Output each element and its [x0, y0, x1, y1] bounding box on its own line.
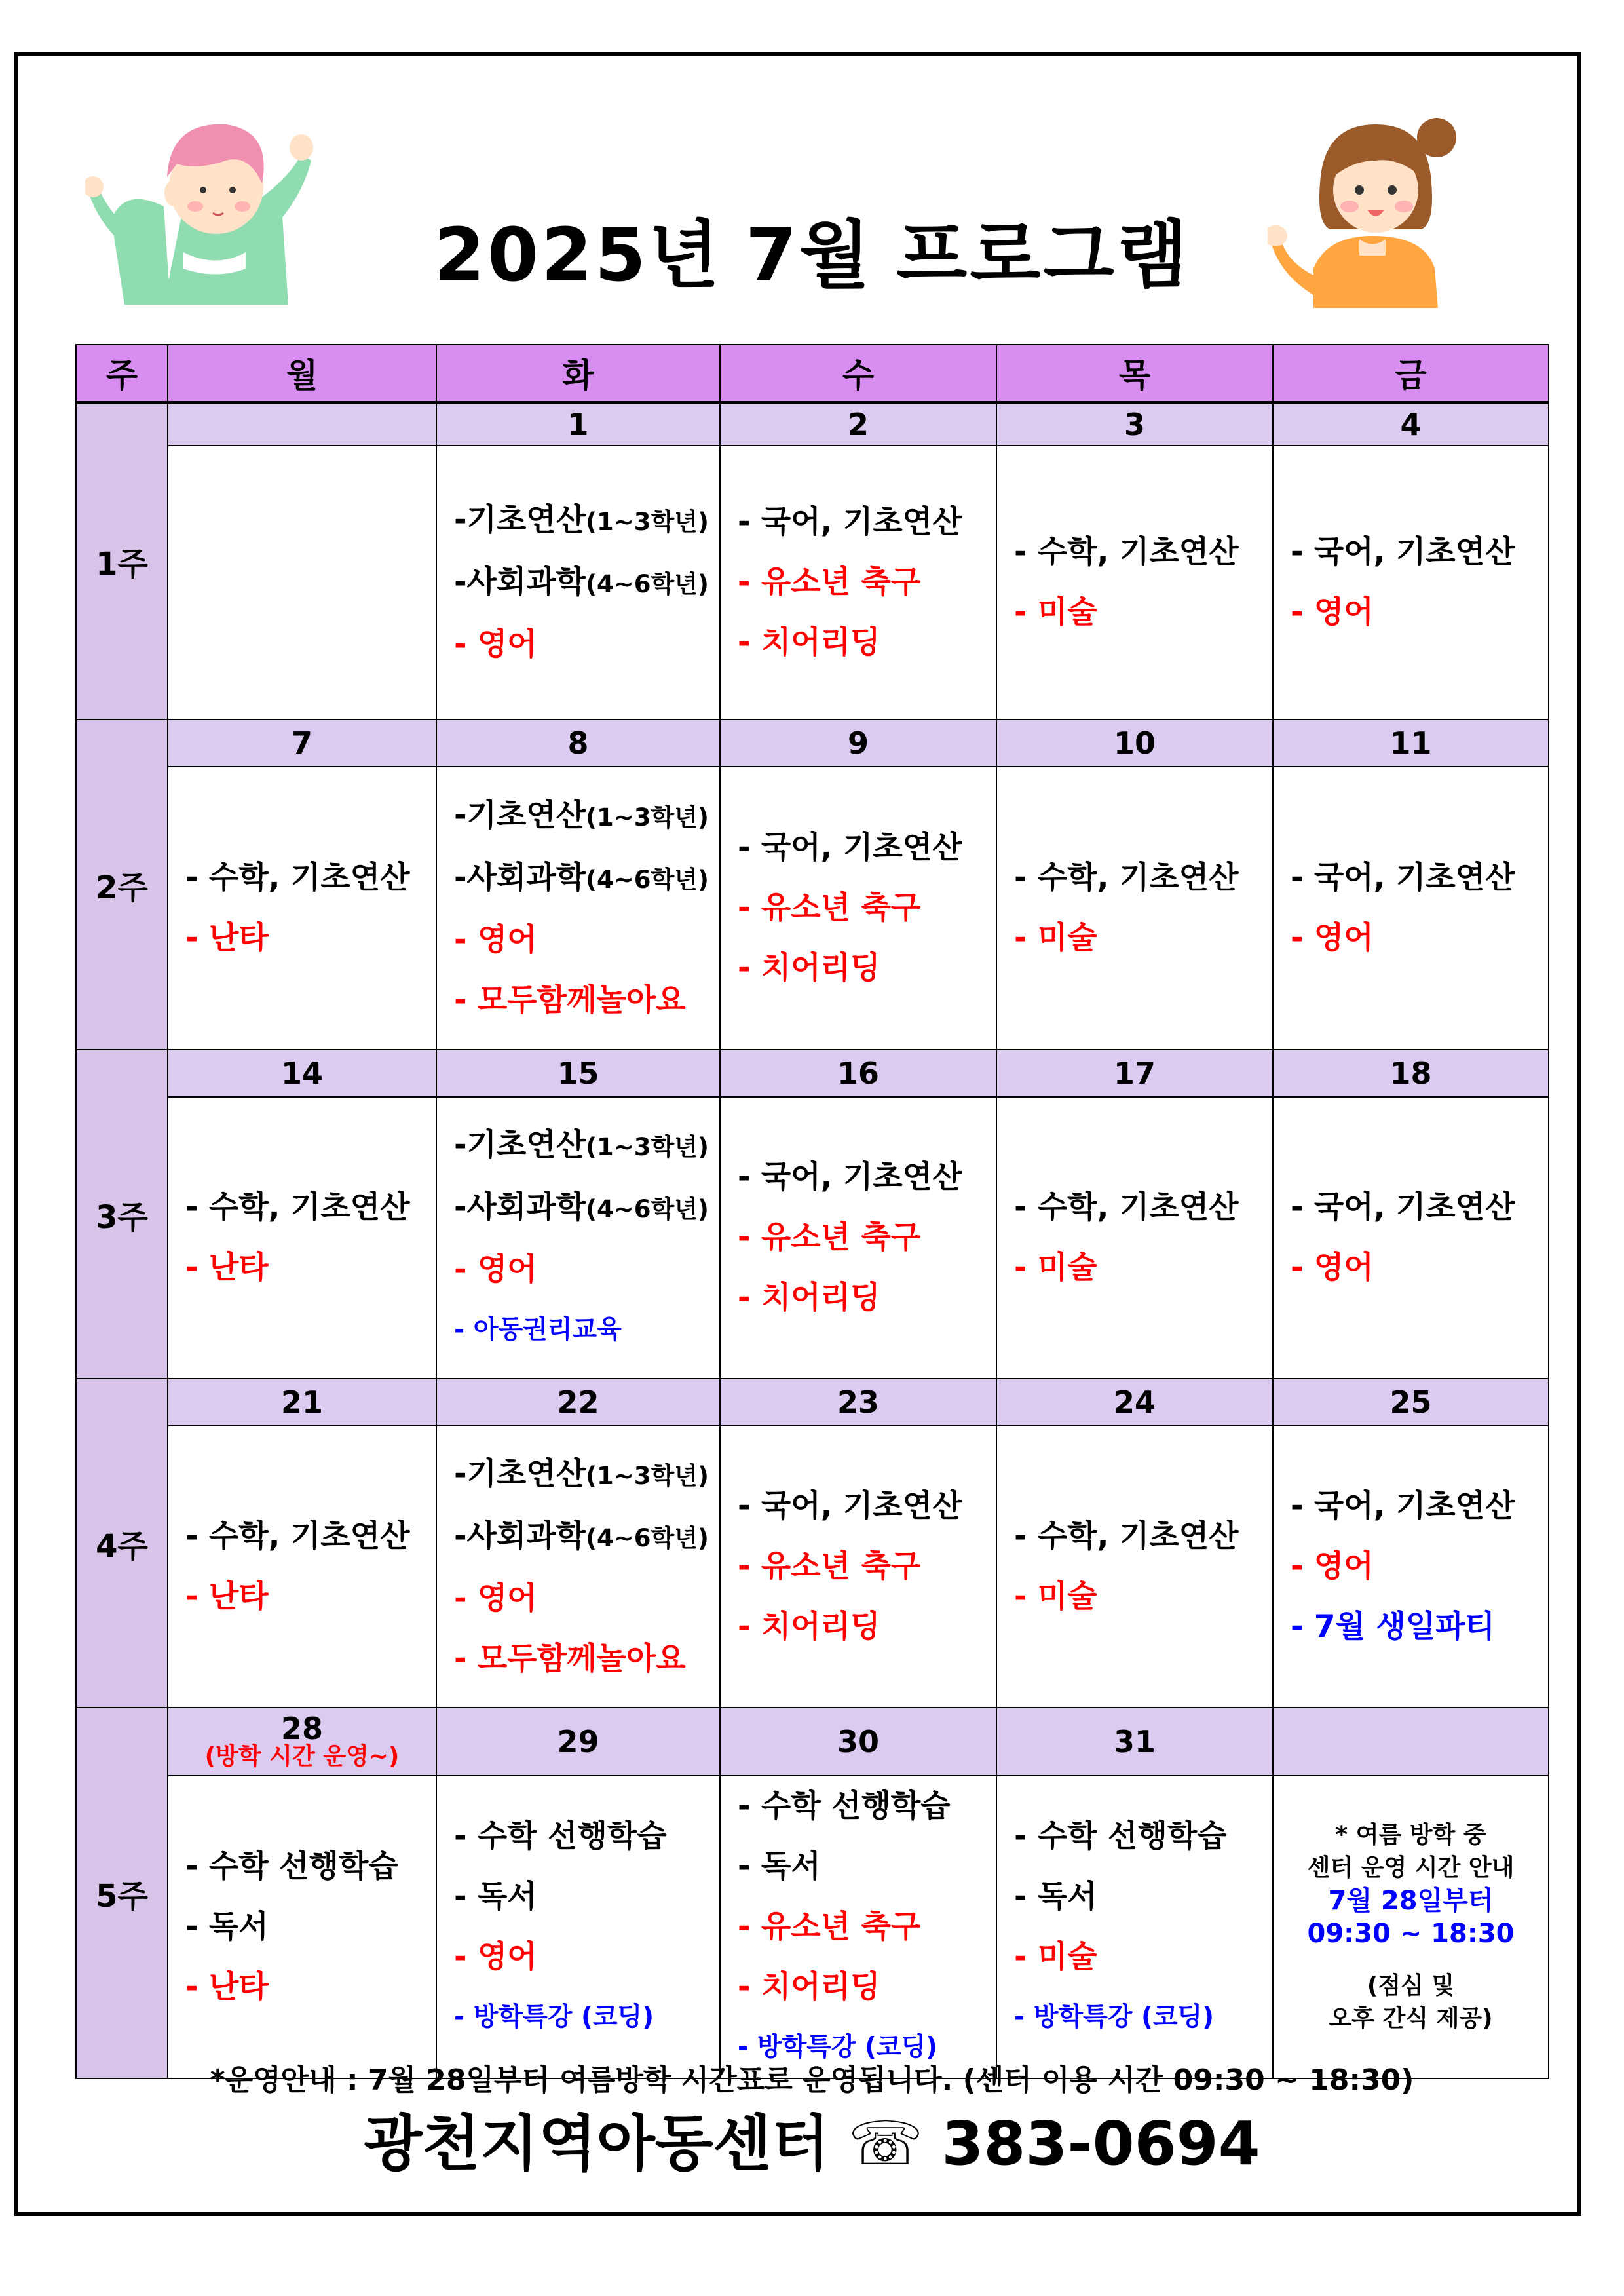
grade-range: (4~6학년)	[586, 866, 709, 894]
program-name: - 영어	[454, 922, 537, 958]
program-name: - 난타	[185, 1578, 269, 1615]
program-item	[454, 490, 719, 552]
program-item	[454, 1987, 719, 2048]
program-item	[1014, 1238, 1272, 1298]
date-cell	[436, 1379, 720, 1426]
program-item	[1014, 583, 1272, 643]
date-cell	[436, 719, 720, 767]
grade-range: (1~3학년)	[586, 803, 709, 832]
week-label: 4주	[76, 1379, 168, 1708]
program-name: - 영어	[454, 1252, 537, 1288]
program-name: - 수학, 기초연산	[185, 1189, 410, 1225]
program-item	[1014, 848, 1272, 908]
program-name: - 독서	[1014, 1879, 1097, 1915]
program-item	[454, 1807, 719, 1867]
program-item	[185, 1837, 436, 1897]
program-name: - 치어리딩	[738, 1609, 880, 1645]
program-name: -기초연산	[454, 1456, 586, 1492]
program-item	[454, 1444, 719, 1506]
program-item	[1291, 1238, 1548, 1298]
program-name: - 수학, 기초연산	[1014, 1518, 1239, 1554]
program-name: - 치어리딩	[738, 950, 880, 986]
date-number: 15	[557, 1056, 599, 1091]
program-item	[1014, 1987, 1272, 2048]
program-name: - 미술	[1014, 1250, 1097, 1286]
program-name: -사회과학	[454, 860, 586, 896]
program-name: - 방학특강 (코딩)	[1014, 2002, 1215, 2032]
date-cell	[720, 719, 996, 767]
date-cell	[720, 402, 996, 446]
date-cell	[720, 1708, 996, 1776]
program-name: -기초연산	[454, 502, 586, 538]
date-row	[76, 1708, 1549, 1776]
program-item	[1014, 1567, 1272, 1627]
program-item	[1014, 1177, 1272, 1238]
program-name: -사회과학	[454, 1518, 586, 1554]
program-cell	[168, 1426, 436, 1708]
program-item	[454, 1177, 719, 1240]
grade-range: (4~6학년)	[586, 1195, 709, 1223]
program-name: - 유소년 축구	[738, 890, 921, 926]
date-cell	[436, 402, 720, 446]
program-item	[738, 938, 996, 999]
program-name: - 난타	[185, 1250, 269, 1286]
date-cell	[168, 1050, 436, 1097]
program-name: - 유소년 축구	[738, 1219, 921, 1255]
program-item	[454, 1506, 719, 1569]
program-item	[738, 552, 996, 613]
program-item	[1291, 522, 1548, 583]
program-item	[1014, 1867, 1272, 1927]
program-item	[738, 1957, 996, 2018]
program-name: - 수학 선행학습	[454, 1818, 667, 1854]
program-cell	[996, 767, 1273, 1050]
program-item	[454, 1867, 719, 1927]
date-number: 21	[280, 1385, 323, 1420]
program-name: - 수학, 기초연산	[1014, 534, 1239, 570]
date-number: 29	[557, 1724, 599, 1759]
grade-range: (1~3학년)	[586, 1462, 709, 1490]
program-name: - 수학 선행학습	[185, 1848, 398, 1885]
date-cell	[436, 1050, 720, 1097]
date-cell	[168, 1379, 436, 1426]
program-name: - 미술	[1014, 594, 1097, 630]
program-cell	[1273, 1426, 1549, 1708]
program-name: - 국어, 기초연산	[1291, 1488, 1515, 1524]
program-item	[454, 552, 719, 615]
program-name: - 미술	[1014, 920, 1097, 956]
program-name: - 수학, 기초연산	[1014, 1189, 1239, 1225]
date-cell	[1273, 1050, 1549, 1097]
program-row	[76, 1776, 1549, 2078]
program-cell	[720, 1776, 996, 2078]
program-item	[185, 1506, 436, 1567]
program-item	[738, 1147, 996, 1208]
program-item	[738, 1597, 996, 1657]
program-name: - 독서	[454, 1879, 537, 1915]
program-item	[738, 1837, 996, 1897]
program-name: -사회과학	[454, 564, 586, 600]
center-phone: 383-0694	[941, 2109, 1260, 2179]
date-note: (방학 시간 운영~)	[204, 1743, 400, 1770]
program-cell	[168, 767, 436, 1050]
center-contact	[0, 2095, 1624, 2182]
date-row	[76, 402, 1549, 446]
date-number: 16	[837, 1056, 879, 1091]
program-item	[1291, 848, 1548, 908]
program-item	[738, 492, 996, 552]
program-name: -기초연산	[454, 1127, 586, 1163]
program-cell	[1273, 446, 1549, 719]
date-cell	[996, 402, 1273, 446]
program-name: - 방학특강 (코딩)	[454, 2002, 654, 2032]
program-name: - 영어	[454, 1939, 537, 1975]
program-name: - 영어	[454, 1580, 537, 1617]
program-item	[738, 1476, 996, 1537]
program-item	[185, 1897, 436, 1957]
program-item	[1291, 1597, 1548, 1657]
date-row	[76, 1050, 1549, 1097]
program-item	[1014, 522, 1272, 583]
program-item	[738, 1268, 996, 1328]
notice-line: 7월 28일부터	[1328, 1886, 1494, 1916]
program-cell	[436, 1426, 720, 1708]
program-name: - 국어, 기초연산	[738, 504, 962, 540]
date-number: 28	[280, 1711, 323, 1746]
program-item	[454, 786, 719, 848]
program-item	[1291, 1537, 1548, 1597]
date-cell	[168, 402, 436, 446]
program-name: - 수학 선행학습	[738, 1788, 951, 1824]
program-name: - 영어	[1291, 594, 1374, 630]
program-item	[1291, 1177, 1548, 1238]
date-cell	[720, 1379, 996, 1426]
program-row	[76, 1426, 1549, 1708]
date-number: 10	[1113, 725, 1156, 761]
schedule-table	[75, 344, 1549, 2079]
program-item	[738, 1537, 996, 1597]
program-item	[1291, 583, 1548, 643]
program-item	[454, 970, 719, 1031]
grade-range: (4~6학년)	[586, 1524, 709, 1552]
date-cell	[168, 719, 436, 767]
program-item	[185, 1567, 436, 1627]
program-cell	[996, 1097, 1273, 1379]
week-label: 1주	[76, 402, 168, 719]
program-item	[454, 848, 719, 910]
program-item	[1014, 1927, 1272, 1987]
center-name: 광천지역아동센터	[364, 2109, 830, 2179]
week-label: 3주	[76, 1050, 168, 1379]
program-cell	[168, 1776, 436, 2078]
date-number: 8	[567, 725, 589, 761]
notice-line: 센터 운영 시간 안내	[1307, 1854, 1515, 1881]
date-cell	[1273, 1708, 1549, 1776]
grade-range: (1~3학년)	[586, 508, 709, 536]
program-name: -사회과학	[454, 1189, 586, 1225]
program-item	[738, 818, 996, 878]
date-cell	[1273, 402, 1549, 446]
program-name: - 영어	[1291, 920, 1374, 956]
program-cell	[996, 1776, 1273, 2078]
date-number: 3	[1124, 406, 1145, 442]
program-item	[454, 1569, 719, 1629]
date-number: 9	[847, 725, 869, 761]
date-cell	[720, 1050, 996, 1097]
title-year: 2025년	[434, 213, 722, 298]
program-cell	[720, 767, 996, 1050]
program-item	[454, 615, 719, 675]
date-cell	[168, 1708, 436, 1776]
date-number: 11	[1389, 725, 1432, 761]
header-fri: 금	[1273, 345, 1549, 402]
program-cell	[996, 446, 1273, 719]
program-item	[185, 848, 436, 908]
program-name: - 수학, 기초연산	[185, 1518, 410, 1554]
header-wed: 수	[720, 345, 996, 402]
date-number: 25	[1389, 1385, 1432, 1420]
date-cell	[996, 1708, 1273, 1776]
date-cell	[996, 1050, 1273, 1097]
date-number: 24	[1113, 1385, 1156, 1420]
date-number: 18	[1389, 1056, 1432, 1091]
program-name: - 수학 선행학습	[1014, 1818, 1227, 1854]
date-number: 14	[280, 1056, 323, 1091]
week-label: 5주	[76, 1708, 168, 2078]
program-name: - 미술	[1014, 1939, 1097, 1975]
program-name: - 국어, 기초연산	[738, 1159, 962, 1195]
program-cell	[436, 767, 720, 1050]
grade-range: (1~3학년)	[586, 1133, 709, 1161]
program-name: - 영어	[454, 626, 537, 662]
program-row	[76, 767, 1549, 1050]
date-number: 31	[1113, 1724, 1156, 1759]
program-item	[738, 1776, 996, 1837]
program-row	[76, 1097, 1549, 1379]
program-name: - 독서	[738, 1848, 821, 1885]
program-cell	[436, 446, 720, 719]
program-name: - 영어	[1291, 1548, 1374, 1584]
program-item	[185, 1957, 436, 2018]
program-name: -기초연산	[454, 797, 586, 833]
date-cell	[996, 719, 1273, 767]
date-number: 4	[1400, 406, 1422, 442]
date-number: 30	[837, 1724, 879, 1759]
vacation-hours-notice	[1273, 1776, 1549, 2078]
program-row	[76, 446, 1549, 719]
program-item	[738, 1208, 996, 1268]
header-mon: 월	[168, 345, 436, 402]
program-name: - 수학, 기초연산	[185, 860, 410, 896]
header-week: 주	[76, 345, 168, 402]
program-name: - 아동권리교육	[454, 1315, 622, 1345]
program-cell	[1273, 1097, 1549, 1379]
program-item	[185, 1177, 436, 1238]
program-name: - 유소년 축구	[738, 1548, 921, 1584]
date-cell	[1273, 719, 1549, 767]
program-item	[1291, 1476, 1548, 1537]
phone-icon: ☏	[848, 2109, 924, 2179]
program-cell	[720, 1426, 996, 1708]
program-item	[185, 908, 436, 968]
program-item	[1014, 1807, 1272, 1867]
program-name: - 유소년 축구	[738, 1909, 921, 1945]
program-name: - 모두함께놀아요	[454, 982, 686, 1018]
program-name: - 유소년 축구	[738, 564, 921, 600]
program-item	[454, 1629, 719, 1689]
program-item	[1014, 908, 1272, 968]
date-number: 17	[1113, 1056, 1156, 1091]
week-label: 2주	[76, 719, 168, 1050]
program-name: - 국어, 기초연산	[738, 830, 962, 866]
program-cell	[720, 1097, 996, 1379]
program-name: - 치어리딩	[738, 1969, 880, 2005]
notice-line: 09:30 ~ 18:30	[1307, 1919, 1515, 1949]
notice-line: * 여름 방학 중	[1335, 1822, 1486, 1848]
program-name: - 국어, 기초연산	[738, 1488, 962, 1524]
program-name: - 난타	[185, 1969, 269, 2005]
date-number: 1	[567, 406, 589, 442]
program-name: - 독서	[185, 1909, 269, 1945]
date-cell	[996, 1379, 1273, 1426]
date-number: 23	[837, 1385, 879, 1420]
notice-line: 오후 간식 제공)	[1329, 2005, 1493, 2032]
program-name: - 모두함께놀아요	[454, 1641, 686, 1677]
program-name: - 국어, 기초연산	[1291, 534, 1515, 570]
program-item	[454, 1300, 719, 1360]
program-name: - 치어리딩	[738, 624, 880, 660]
program-item	[454, 910, 719, 970]
program-item	[454, 1927, 719, 1987]
header-row	[76, 345, 1549, 402]
program-item	[454, 1115, 719, 1177]
program-name: - 7월 생일파티	[1291, 1609, 1495, 1645]
program-cell	[436, 1776, 720, 2078]
program-item	[738, 878, 996, 938]
program-name: - 치어리딩	[738, 1280, 880, 1316]
program-name: - 국어, 기초연산	[1291, 860, 1515, 896]
header-tue: 화	[436, 345, 720, 402]
program-name: - 방학특강 (코딩)	[738, 2033, 938, 2062]
title-month: 7월	[746, 213, 873, 298]
header-thu: 목	[996, 345, 1273, 402]
program-item	[1014, 1506, 1272, 1567]
date-row	[76, 719, 1549, 767]
program-item	[1291, 908, 1548, 968]
operation-notice: *운영안내 : 7월 28일부터 여름방학 시간표로 운영됩니다. (센터 이용 시간 09:30 ~ 18:30)	[210, 2063, 1414, 2097]
date-row	[76, 1379, 1549, 1426]
program-name: - 난타	[185, 920, 269, 956]
date-number: 2	[847, 406, 869, 442]
program-item	[738, 1897, 996, 1957]
program-cell	[168, 446, 436, 719]
title-word: 프로그램	[896, 213, 1190, 298]
date-number: 7	[291, 725, 312, 761]
program-cell	[436, 1097, 720, 1379]
date-cell	[1273, 1379, 1549, 1426]
program-cell	[1273, 767, 1549, 1050]
program-item	[738, 613, 996, 673]
program-item	[454, 1240, 719, 1300]
date-cell	[436, 1708, 720, 1776]
date-number: 22	[557, 1385, 599, 1420]
program-name: - 국어, 기초연산	[1291, 1189, 1515, 1225]
notice-line: (점심 및	[1367, 1972, 1455, 1999]
program-name: - 미술	[1014, 1578, 1097, 1615]
page-title	[0, 197, 1624, 302]
grade-range: (4~6학년)	[586, 570, 709, 598]
program-cell	[168, 1097, 436, 1379]
program-name: - 수학, 기초연산	[1014, 860, 1239, 896]
program-cell	[996, 1426, 1273, 1708]
program-item	[185, 1238, 436, 1298]
program-cell	[720, 446, 996, 719]
program-name: - 영어	[1291, 1250, 1374, 1286]
